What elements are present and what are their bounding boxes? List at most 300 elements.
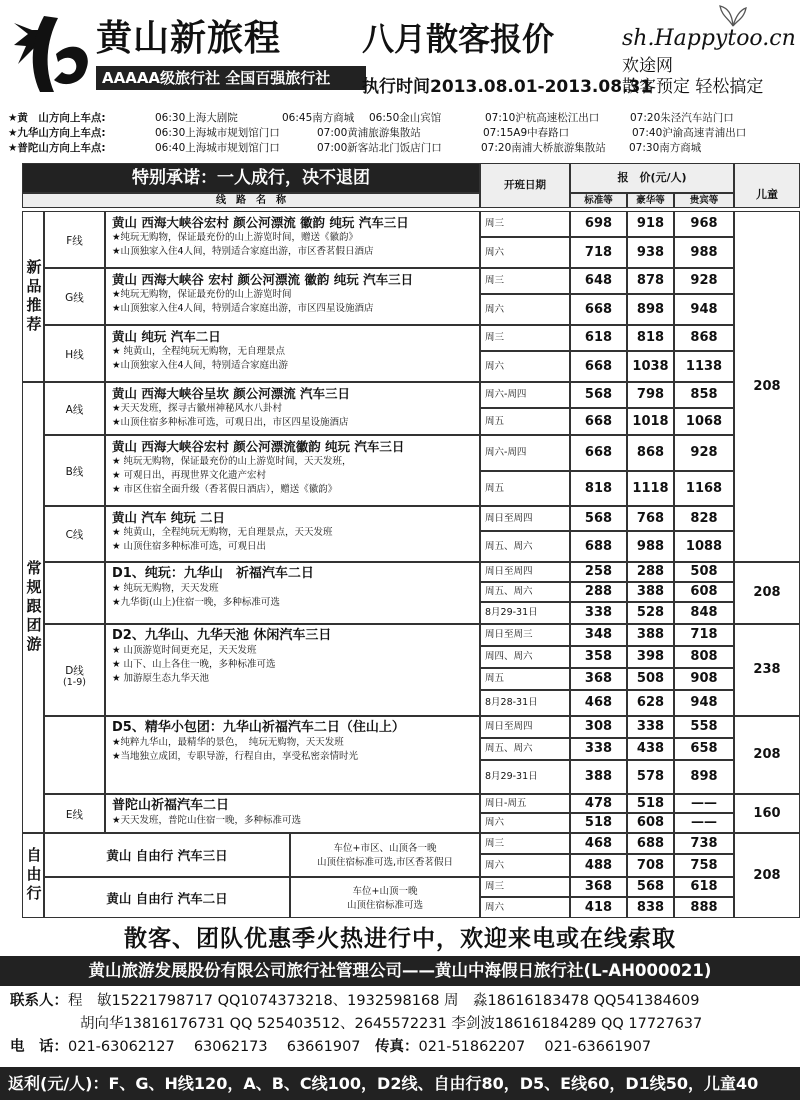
departure-day xyxy=(480,471,570,506)
price-cell xyxy=(570,897,627,918)
route-cell xyxy=(105,435,480,506)
child-price-cell xyxy=(734,794,800,833)
price-cell xyxy=(627,435,674,471)
brand-url-text: sh.Happytoo.cn xyxy=(622,26,796,51)
price-cell xyxy=(570,854,627,877)
price-value: 368 xyxy=(584,671,613,686)
departure-day-text: 8月29-31日 xyxy=(485,607,538,618)
departure-point: 07:40沪渝高速青浦出口 xyxy=(632,127,747,139)
departure-day-text: 周日至周三 xyxy=(485,629,533,640)
price-value: 938 xyxy=(636,245,665,260)
departure-label: ★黄 山方向上车点: xyxy=(8,112,106,124)
price-cell xyxy=(674,211,734,237)
departure-point: 06:30上海大剧院 xyxy=(155,112,238,124)
departure-day-text: 周四、周六 xyxy=(485,651,533,662)
departure-point: 06:45南方商城 xyxy=(282,112,355,124)
route-cell xyxy=(105,794,480,833)
price-cell xyxy=(570,582,627,602)
child-price-cell xyxy=(734,211,800,562)
departure-day-text: 周五 xyxy=(485,483,505,494)
price-cell xyxy=(674,854,734,877)
departure-point: 06:40上海城市规划馆门口 xyxy=(155,142,280,154)
departure-day xyxy=(480,854,570,877)
price-value: 658 xyxy=(690,741,718,756)
price-value: 688 xyxy=(636,836,665,851)
price-value: 718 xyxy=(584,245,613,260)
route-code-cell xyxy=(44,794,105,833)
route-code-cell xyxy=(44,382,105,435)
price-cell xyxy=(570,351,627,382)
price-cell xyxy=(627,738,674,760)
route-code: E线 xyxy=(65,808,84,821)
departure-row xyxy=(0,110,800,125)
price-value: 308 xyxy=(584,719,613,734)
departure-day-text: 周三 xyxy=(485,332,505,343)
departure-day xyxy=(480,602,570,624)
route-title: 普陀山祈福汽车二日 xyxy=(112,798,230,813)
company-name: 黄山旅游发展股份有限公司旅行社管理公司——黄山中海假日旅行社(L-AH000021) xyxy=(0,956,800,986)
departure-day-text: 周六-周四 xyxy=(485,447,527,458)
departure-day xyxy=(480,268,570,294)
departure-point: 07:20朱泾汽车站门口 xyxy=(630,112,734,124)
price-cell xyxy=(674,531,734,562)
route-header xyxy=(22,193,480,208)
child-price-cell xyxy=(734,716,800,794)
departure-point: 07:30南方商城 xyxy=(629,142,702,154)
price-cell xyxy=(570,690,627,716)
price-value: 688 xyxy=(584,539,613,554)
price-value: 468 xyxy=(584,836,613,851)
price-cell xyxy=(570,211,627,237)
price-cell xyxy=(674,690,734,716)
route-cell xyxy=(44,877,290,918)
price-value: 898 xyxy=(690,769,718,784)
price-value: 258 xyxy=(584,564,613,579)
departure-label: ★九华山方向上车点: xyxy=(8,127,106,139)
price-value: 608 xyxy=(690,584,718,599)
contacts-block xyxy=(10,990,800,1059)
route-cell xyxy=(105,562,480,624)
price-cell xyxy=(570,325,627,351)
departure-day xyxy=(480,294,570,325)
price-class-text: 标准等 xyxy=(584,195,613,206)
price-cell xyxy=(570,602,627,624)
route-code: B线 xyxy=(65,465,84,478)
price-cell xyxy=(627,813,674,833)
price-cell xyxy=(570,877,627,897)
rebate-bar: 返利(元/人)：F、G、H线120，A、B、C线100，D2线、自由行80，D5、E线60，D1线50，儿童40 xyxy=(0,1067,800,1100)
price-value: 848 xyxy=(690,605,718,620)
price-value: 418 xyxy=(584,900,613,915)
price-cell xyxy=(570,668,627,690)
route-note: ★天天发班，探寻古徽州神秘风水八卦村 xyxy=(112,403,283,414)
brand-url[interactable] xyxy=(622,26,800,77)
price-value: 668 xyxy=(584,359,613,374)
phone-numbers: 021-63062127 63062173 63661907 xyxy=(68,1039,361,1055)
phone-line xyxy=(10,1036,800,1059)
departure-day-text: 周三 xyxy=(485,881,505,892)
departure-day-text: 周三 xyxy=(485,218,505,229)
price-value: 468 xyxy=(584,695,613,710)
departure-day-text: 周六 xyxy=(485,304,505,315)
child-price: 238 xyxy=(753,662,781,677)
header xyxy=(0,0,800,108)
departure-day-text: 周五、周六 xyxy=(485,541,533,552)
departure-day-text: 周日至周四 xyxy=(485,566,533,577)
price-cell xyxy=(674,813,734,833)
route-cell xyxy=(105,624,480,716)
butterfly-icon xyxy=(718,4,748,28)
price-cell xyxy=(627,833,674,854)
route-cell xyxy=(105,506,480,562)
route-cell xyxy=(105,325,480,382)
child-price: 160 xyxy=(753,806,781,821)
price-value: 868 xyxy=(690,330,718,345)
price-value: 1038 xyxy=(632,359,669,374)
price-cell xyxy=(674,562,734,582)
price-value: 1088 xyxy=(685,539,723,554)
price-cell xyxy=(674,582,734,602)
price-cell xyxy=(674,382,734,408)
route-code-cell xyxy=(44,562,105,624)
departure-point: 07:00黄浦旅游集散站 xyxy=(317,127,421,139)
departure-day-text: 8月28-31日 xyxy=(485,697,538,708)
price-cell xyxy=(627,211,674,237)
route-title: 黄山 自由行 汽车三日 xyxy=(106,848,228,863)
price-value: 568 xyxy=(636,879,665,894)
page-subtitle: 八月散客报价 xyxy=(362,20,555,58)
child-price: 208 xyxy=(753,868,781,883)
price-cell xyxy=(674,435,734,471)
route-code: A线 xyxy=(65,403,84,416)
price-value: 388 xyxy=(636,627,665,642)
price-cell xyxy=(627,668,674,690)
contacts-label: 联系人： xyxy=(10,993,68,1009)
price-cell xyxy=(627,382,674,408)
price-cell xyxy=(674,716,734,738)
route-code-cell xyxy=(44,211,105,268)
departure-day-text: 周五 xyxy=(485,416,505,427)
price-cell xyxy=(570,716,627,738)
route-note: ★纯粹九华山，最精华的景色， 纯玩无购物，天天发班 xyxy=(112,737,344,748)
price-value: 858 xyxy=(690,387,718,402)
price-cell xyxy=(674,506,734,531)
price-value: —— xyxy=(691,815,717,830)
route-note: ★ 纯黄山，全程纯玩无购物，无自理景点 xyxy=(112,346,286,357)
route-code: D线 xyxy=(65,665,84,677)
route-title: 黄山 西海大峡谷 宏村 颜公河漂流 徽韵 纯玩 汽车三日 xyxy=(112,272,414,287)
price-value: 388 xyxy=(636,584,665,599)
price-value: 798 xyxy=(636,387,665,402)
departure-point: 07:20南浦大桥旅游集散站 xyxy=(481,142,606,154)
price-class-text: 豪华等 xyxy=(636,195,665,206)
price-value: 618 xyxy=(584,330,613,345)
departure-day-text: 周五、周六 xyxy=(485,586,533,597)
route-note: ★纯玩无购物，保证最充份的山上游览时间 xyxy=(112,289,292,300)
price-class-text: 贵宾等 xyxy=(689,195,719,206)
departure-day-text: 周三 xyxy=(485,838,505,849)
price-value: 698 xyxy=(584,216,613,231)
price-cell xyxy=(570,268,627,294)
price-value: 1068 xyxy=(685,414,723,429)
category-label: 新品推荐 xyxy=(24,258,43,335)
child-price: 208 xyxy=(753,379,781,394)
price-cell xyxy=(627,268,674,294)
route-cell xyxy=(105,716,480,794)
departure-day-text: 周日至周四 xyxy=(485,513,533,524)
route-note: ★山顶独家入住4人间，特别适合家庭出游，市区香茗假日酒店 xyxy=(112,246,374,257)
departure-day-text: 周六 xyxy=(485,817,505,828)
price-cell xyxy=(627,716,674,738)
price-cell xyxy=(570,531,627,562)
price-cell xyxy=(674,624,734,646)
date-header-text: 开班日期 xyxy=(504,179,546,191)
child-header-text: 儿童 xyxy=(756,188,778,201)
price-cell xyxy=(570,624,627,646)
route-cell xyxy=(44,833,290,877)
agency-badge: AAAAA级旅行社 全国百强旅行社 xyxy=(96,66,366,90)
departure-day xyxy=(480,624,570,646)
route-title: 黄山 西海大峡谷宏村 颜公河漂流 徽韵 纯玩 汽车三日 xyxy=(112,215,409,230)
departure-day xyxy=(480,646,570,668)
departure-day xyxy=(480,738,570,760)
route-note: ★山顶独家入住4人间，特别适合家庭出游 xyxy=(112,360,289,371)
price-value: 338 xyxy=(584,741,613,756)
price-cell xyxy=(570,408,627,435)
price-value: 738 xyxy=(690,836,718,851)
route-title: 黄山 纯玩 汽车二日 xyxy=(112,329,221,344)
route-note: 山顶住宿标准可选 xyxy=(346,899,423,911)
departure-day xyxy=(480,531,570,562)
price-value: 338 xyxy=(584,605,613,620)
price-cell xyxy=(570,435,627,471)
departure-row xyxy=(0,140,800,155)
d-line-range: (1-9) xyxy=(63,677,86,688)
route-note: ★ 纯黄山，全程纯玩无购物，无自理景点，天天发班 xyxy=(112,527,333,538)
price-cell xyxy=(674,325,734,351)
price-value: 1168 xyxy=(685,481,723,496)
price-value: 828 xyxy=(690,511,718,526)
price-cell xyxy=(570,506,627,531)
price-value: 558 xyxy=(690,719,718,734)
price-header xyxy=(570,163,734,193)
category-label: 自由行 xyxy=(24,847,43,904)
departure-day-text: 周三 xyxy=(485,275,505,286)
price-value: 668 xyxy=(584,302,613,317)
route-title: 黄山 汽车 纯玩 二日 xyxy=(112,510,226,525)
price-cell xyxy=(674,471,734,506)
route-cell xyxy=(105,211,480,268)
price-cell xyxy=(570,738,627,760)
price-cell xyxy=(627,237,674,268)
price-cell xyxy=(674,268,734,294)
promise-text: 特别承诺：一人成行，决不退团 xyxy=(132,168,370,188)
departure-day xyxy=(480,877,570,897)
route-code-cell xyxy=(44,506,105,562)
price-value: 818 xyxy=(636,330,665,345)
departure-day xyxy=(480,833,570,854)
route-note: ★ 山下、山上各住一晚，多种标准可选 xyxy=(112,659,276,670)
child-price-cell xyxy=(734,562,800,624)
date-header xyxy=(480,163,570,208)
departure-day-text: 周六 xyxy=(485,902,505,913)
price-value: 648 xyxy=(584,273,613,288)
price-value: 348 xyxy=(584,627,613,642)
price-cell xyxy=(674,738,734,760)
price-class-header xyxy=(627,193,674,208)
route-code-cell xyxy=(44,716,105,794)
slogan: 散客预定 轻松搞定 xyxy=(622,77,764,97)
contacts-line-2: 胡向华13816176731 QQ 525403512、2645572231 李剑波18616184289 QQ 17727637 xyxy=(80,1016,703,1032)
departure-day-text: 周六 xyxy=(485,247,505,258)
departure-day xyxy=(480,237,570,268)
price-cell xyxy=(674,760,734,794)
fax-label: 传真： xyxy=(375,1039,419,1055)
route-code-cell xyxy=(44,325,105,382)
price-cell xyxy=(674,833,734,854)
departure-day-text: 周五 xyxy=(485,673,505,684)
route-code: H线 xyxy=(65,348,84,361)
price-value: 1118 xyxy=(632,481,669,496)
price-value: 928 xyxy=(690,273,718,288)
route-header-text: 线 路 名 称 xyxy=(216,195,286,206)
child-price: 208 xyxy=(753,747,781,762)
price-cell xyxy=(627,582,674,602)
departure-day-text: 周六-周四 xyxy=(485,389,527,400)
price-cell xyxy=(627,690,674,716)
price-cell xyxy=(627,531,674,562)
price-value: 438 xyxy=(636,741,665,756)
price-cell xyxy=(674,646,734,668)
price-value: 508 xyxy=(636,671,665,686)
route-title: D1、纯玩：九华山 祈福汽车二日 xyxy=(112,566,314,581)
price-cell xyxy=(627,506,674,531)
period-text: 执行时间2013.08.01-2013.08.31 xyxy=(362,77,653,97)
departure-day-text: 周日-周五 xyxy=(485,798,527,809)
route-title: D5、精华小包团：九华山祈福汽车二日（住山上） xyxy=(112,720,405,735)
route-cell xyxy=(105,268,480,325)
route-note: ★ 山顶住宿多种标准可选，可观日出 xyxy=(112,541,267,552)
price-value: 628 xyxy=(636,695,665,710)
price-value: 888 xyxy=(690,900,718,915)
departure-point: 07:10沪杭高速松江出口 xyxy=(485,112,600,124)
price-value: 568 xyxy=(584,511,613,526)
price-value: 518 xyxy=(584,815,613,830)
category-cell xyxy=(22,211,44,382)
price-value: 578 xyxy=(636,769,665,784)
departure-day xyxy=(480,382,570,408)
departure-day xyxy=(480,435,570,471)
price-cell xyxy=(627,351,674,382)
departure-day xyxy=(480,897,570,918)
price-cell xyxy=(570,382,627,408)
price-value: —— xyxy=(691,796,717,811)
departure-day-text: 周六 xyxy=(485,860,505,871)
departure-day xyxy=(480,351,570,382)
price-value: 288 xyxy=(636,564,665,579)
price-value: 1138 xyxy=(685,359,723,374)
price-cell xyxy=(627,760,674,794)
departure-point: 06:30上海城市规划馆门口 xyxy=(155,127,280,139)
price-value: 908 xyxy=(690,671,718,686)
departure-day xyxy=(480,668,570,690)
departure-points xyxy=(0,110,800,155)
price-cell xyxy=(674,351,734,382)
departure-point: 06:50金山宾馆 xyxy=(369,112,442,124)
price-value: 758 xyxy=(690,858,718,873)
price-value: 898 xyxy=(636,302,665,317)
price-value: 388 xyxy=(584,769,613,784)
departure-row xyxy=(0,125,800,140)
price-cell xyxy=(674,408,734,435)
price-cell xyxy=(570,794,627,813)
price-value: 358 xyxy=(584,649,613,664)
price-value: 818 xyxy=(584,481,613,496)
route-code: G线 xyxy=(65,291,84,304)
price-cell xyxy=(674,794,734,813)
departure-day xyxy=(480,325,570,351)
route-title: 黄山 自由行 汽车二日 xyxy=(106,891,228,906)
route-note: 山顶住宿标准可选,市区香茗假日 xyxy=(316,857,454,868)
price-value: 988 xyxy=(690,245,718,260)
price-cell xyxy=(627,624,674,646)
route-code-cell xyxy=(44,435,105,506)
price-value: 618 xyxy=(690,879,718,894)
child-price-cell xyxy=(734,624,800,716)
price-value: 808 xyxy=(690,649,718,664)
promo-banner: 散客、团队优惠季火热进行中，欢迎来电或在线索取 xyxy=(124,926,676,952)
departure-day xyxy=(480,582,570,602)
price-value: 878 xyxy=(636,273,665,288)
price-value: 948 xyxy=(690,302,718,317)
departure-day xyxy=(480,813,570,833)
departure-point: 07:00新客站北门饭店门口 xyxy=(317,142,442,154)
price-cell xyxy=(627,294,674,325)
price-cell xyxy=(570,833,627,854)
price-cell xyxy=(570,760,627,794)
price-cell xyxy=(627,854,674,877)
route-note: ★ 纯玩无购物，保证最充份的山上游览时间，天天发班， xyxy=(112,456,352,467)
price-cell xyxy=(627,602,674,624)
price-value: 518 xyxy=(636,796,665,811)
price-value: 668 xyxy=(584,414,613,429)
contacts-line-1 xyxy=(10,990,800,1013)
price-cell xyxy=(570,562,627,582)
price-class-header xyxy=(570,193,627,208)
departure-day-text: 周六 xyxy=(485,361,505,372)
departure-day xyxy=(480,211,570,237)
route-note: ★ 市区住宿全面升级（香茗假日酒店），赠送《徽韵》 xyxy=(112,484,338,495)
route-title: D2、九华山、九华天池 休闲汽车三日 xyxy=(112,628,332,643)
departure-day xyxy=(480,794,570,813)
route-code-cell xyxy=(44,268,105,325)
price-value: 568 xyxy=(584,387,613,402)
logo-icon xyxy=(4,8,92,94)
route-cell xyxy=(105,382,480,435)
price-cell xyxy=(570,294,627,325)
price-value: 368 xyxy=(584,879,613,894)
departure-day xyxy=(480,690,570,716)
price-value: 928 xyxy=(690,445,718,460)
price-cell xyxy=(674,877,734,897)
route-note-cell xyxy=(290,833,480,877)
departure-day-text: 周日至周四 xyxy=(485,721,533,732)
route-note: ★天天发班，普陀山住宿一晚，多种标准可选 xyxy=(112,815,302,826)
price-cell xyxy=(627,471,674,506)
route-note: ★山顶独家入住4人间，特别适合家庭出游，市区四星设施酒店 xyxy=(112,303,374,314)
departure-day xyxy=(480,408,570,435)
price-cell xyxy=(570,813,627,833)
